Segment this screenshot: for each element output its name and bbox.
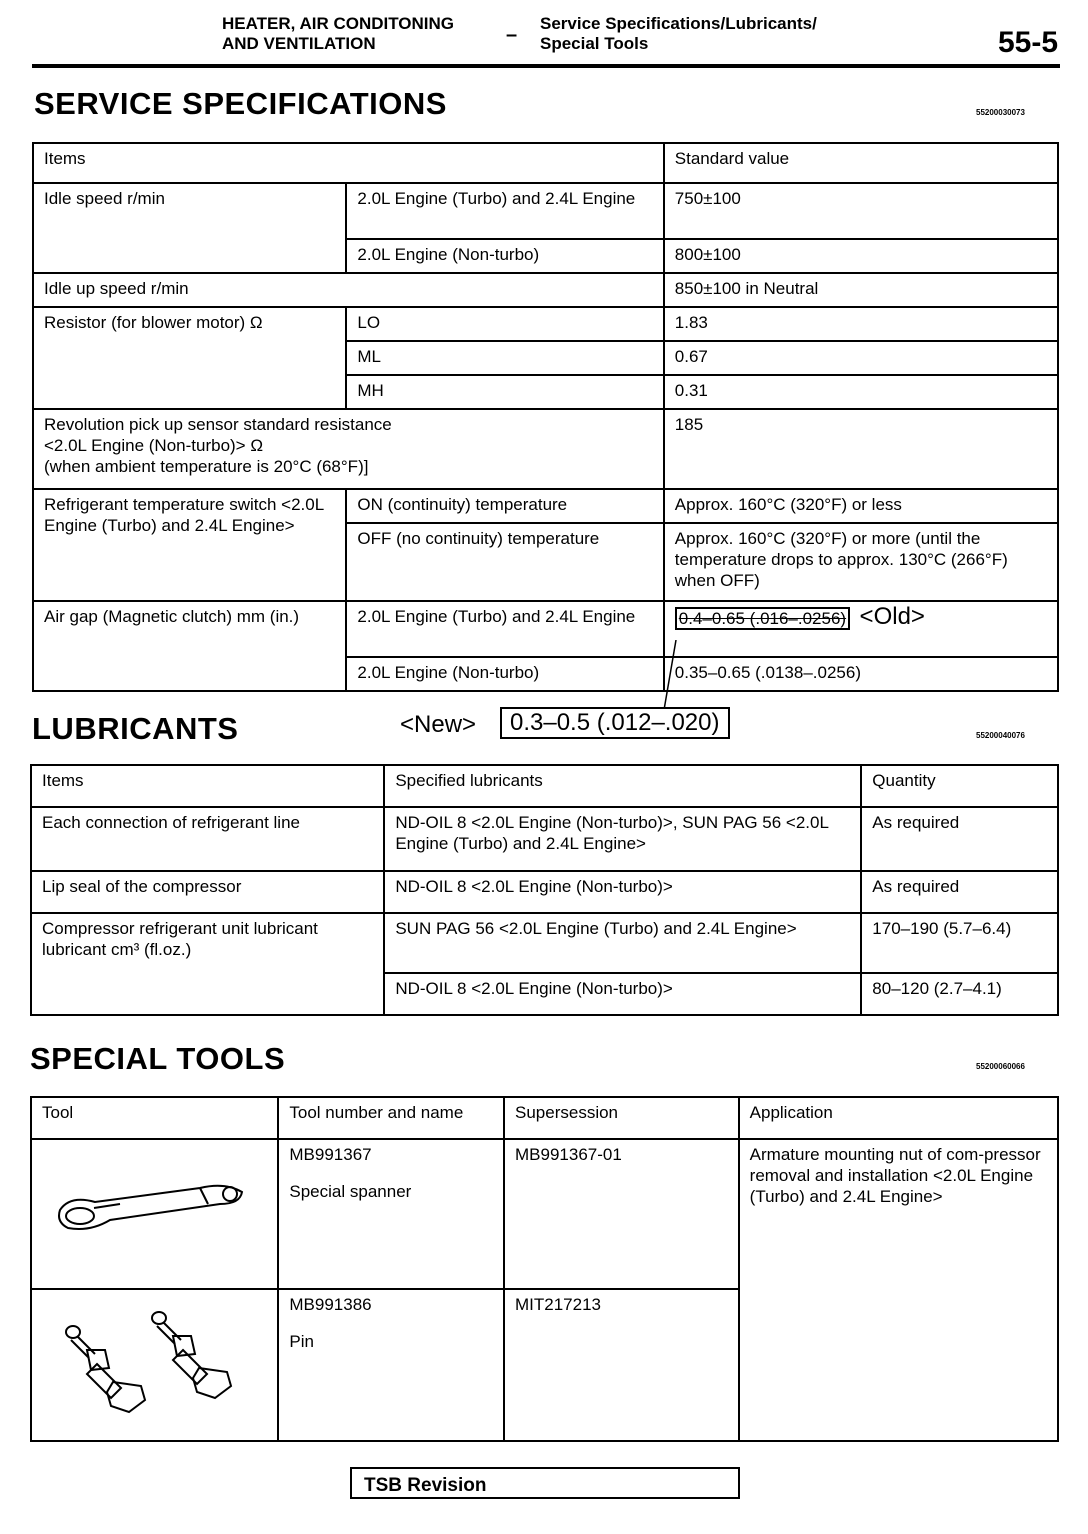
lub-row3-item: Compressor refrigerant unit lubricant lubricant cm³ (fl.oz.) (31, 913, 384, 1015)
idle-speed-sub2: 2.0L Engine (Non-turbo) (346, 239, 663, 273)
service-specs-table (32, 142, 1059, 692)
revision-leader-line (660, 640, 680, 712)
air-gap-val2: 0.35–0.65 (.0138–.0256) (664, 657, 1058, 691)
lub-row2-lub: ND-OIL 8 <2.0L Engine (Non-turbo)> (384, 871, 861, 913)
resistor-lo-value: 1.83 (664, 307, 1058, 341)
lub-row1-qty: As required (861, 807, 1058, 871)
lubricants-code: 55200040076 (976, 731, 1025, 740)
spanner-tool-illustration (50, 1170, 250, 1250)
table-row (31, 871, 1058, 913)
tools-col-tool: Tool (31, 1097, 278, 1139)
resistor-label: Resistor (for blower motor) Ω (33, 307, 346, 409)
tool2-number-cell (278, 1289, 504, 1441)
idle-up-label: Idle up speed r/min (33, 273, 664, 307)
idle-up-value: 850±100 in Neutral (664, 273, 1058, 307)
tools-col-number: Tool number and name (278, 1097, 504, 1139)
header-section-line1: HEATER, AIR CONDITONING (222, 14, 455, 33)
idle-speed-label: Idle speed r/min (33, 183, 346, 273)
header-section (222, 14, 454, 54)
service-specs-title: SERVICE SPECIFICATIONS (34, 86, 447, 121)
air-gap-label: Air gap (Magnetic clutch) mm (in.) (33, 601, 346, 691)
new-value-box: 0.3–0.5 (.012–.020) (500, 707, 730, 739)
table-row (33, 273, 1058, 307)
tool1-number-cell (278, 1139, 504, 1289)
air-gap-sub1: 2.0L Engine (Turbo) and 2.4L Engine (346, 601, 663, 657)
lubricants-table (30, 764, 1059, 1016)
resistor-lo: LO (346, 307, 663, 341)
resistor-ml-value: 0.67 (664, 341, 1058, 375)
revolution-label (33, 409, 664, 489)
lub-col-qty: Quantity (861, 765, 1058, 807)
tools-col-app: Application (739, 1097, 1058, 1139)
lub-row3-qty-a: 170–190 (5.7–6.4) (861, 913, 1058, 973)
lub-row2-qty: As required (861, 871, 1058, 913)
table-row (33, 307, 1058, 341)
refrigerant-off-value: Approx. 160°C (320°F) or more (until the temperature drops to approx. 130°C (266°F) when OFF) (664, 523, 1058, 601)
idle-speed-sub1: 2.0L Engine (Turbo) and 2.4L Engine (346, 183, 663, 239)
new-tag: <New> (400, 711, 477, 738)
tsb-revision-box: TSB Revision (350, 1467, 740, 1499)
tool1-name: Special spanner (289, 1182, 412, 1201)
air-gap-sub2: 2.0L Engine (Non-turbo) (346, 657, 663, 691)
page-number: 55-5 (998, 26, 1059, 59)
lub-row3-lub-b: ND-OIL 8 <2.0L Engine (Non-turbo)> (384, 973, 861, 1015)
special-tools-code: 55200060066 (976, 1062, 1025, 1071)
refrigerant-on-value: Approx. 160°C (320°F) or less (664, 489, 1058, 523)
old-tag: <Old> (859, 603, 925, 630)
tool2-number: MB991386 (289, 1295, 372, 1314)
service-specs-code: 55200030073 (976, 108, 1025, 117)
resistor-ml: ML (346, 341, 663, 375)
idle-speed-val2: 800±100 (664, 239, 1058, 273)
table-row (33, 143, 1058, 183)
tool2-name: Pin (289, 1332, 314, 1351)
special-tools-title: SPECIAL TOOLS (30, 1041, 286, 1076)
header-dash: – (506, 24, 518, 46)
table-row (33, 489, 1058, 523)
resistor-mh: MH (346, 375, 663, 409)
table-row (31, 765, 1058, 807)
col-header-value: Standard value (664, 143, 1058, 183)
lub-row1-lub: ND-OIL 8 <2.0L Engine (Non-turbo)>, SUN PAG 56 <2.0L Engine (Turbo) and 2.4L Engine> (384, 807, 861, 871)
table-row (33, 601, 1058, 657)
table-row (31, 913, 1058, 973)
table-row (31, 1097, 1058, 1139)
tools-application: Armature mounting nut of com-pressor removal and installation <2.0L Engine (Turbo) and 2.4L Engine> (739, 1139, 1058, 1441)
tool2-super: MIT217213 (504, 1289, 739, 1441)
revolution-line3: (when ambient temperature is 20°C (68°F)] (44, 457, 369, 476)
revolution-line2: <2.0L Engine (Non-turbo)> Ω (44, 436, 264, 455)
air-gap-val1 (664, 601, 1058, 657)
pin-tool-illustration (55, 1300, 255, 1420)
lub-row3-qty-b: 80–120 (2.7–4.1) (861, 973, 1058, 1015)
revolution-line1: Revolution pick up sensor standard resistance (44, 415, 392, 434)
tool1-number: MB991367 (289, 1145, 372, 1164)
col-header-items: Items (33, 143, 664, 183)
lub-col-items: Items (31, 765, 384, 807)
header-topic-line2: Special Tools (540, 34, 649, 53)
table-row (33, 409, 1058, 489)
tool1-super: MB991367-01 (504, 1139, 739, 1289)
lub-row2-item: Lip seal of the compressor (31, 871, 384, 913)
table-row (31, 807, 1058, 871)
refrigerant-label: Refrigerant temperature switch <2.0L Engine (Turbo) and 2.4L Engine> (33, 489, 346, 601)
air-gap-old-value: 0.4–0.65 (.016–.0256) (675, 607, 850, 630)
header-divider (32, 64, 1060, 68)
header-topic (540, 14, 817, 54)
header-topic-line1: Service Specifications/Lubricants/ (540, 14, 817, 33)
refrigerant-on-label: ON (continuity) temperature (346, 489, 663, 523)
resistor-mh-value: 0.31 (664, 375, 1058, 409)
revolution-value: 185 (664, 409, 1058, 489)
header-section-line2: AND VENTILATION (222, 34, 376, 53)
lub-row1-item: Each connection of refrigerant line (31, 807, 384, 871)
refrigerant-off-label: OFF (no continuity) temperature (346, 523, 663, 601)
table-row (33, 183, 1058, 239)
lub-col-lub: Specified lubricants (384, 765, 861, 807)
lubricants-title: LUBRICANTS (32, 711, 239, 746)
lub-row3-lub-a: SUN PAG 56 <2.0L Engine (Turbo) and 2.4L Engine> (384, 913, 861, 973)
tools-col-super: Supersession (504, 1097, 739, 1139)
idle-speed-val1: 750±100 (664, 183, 1058, 239)
